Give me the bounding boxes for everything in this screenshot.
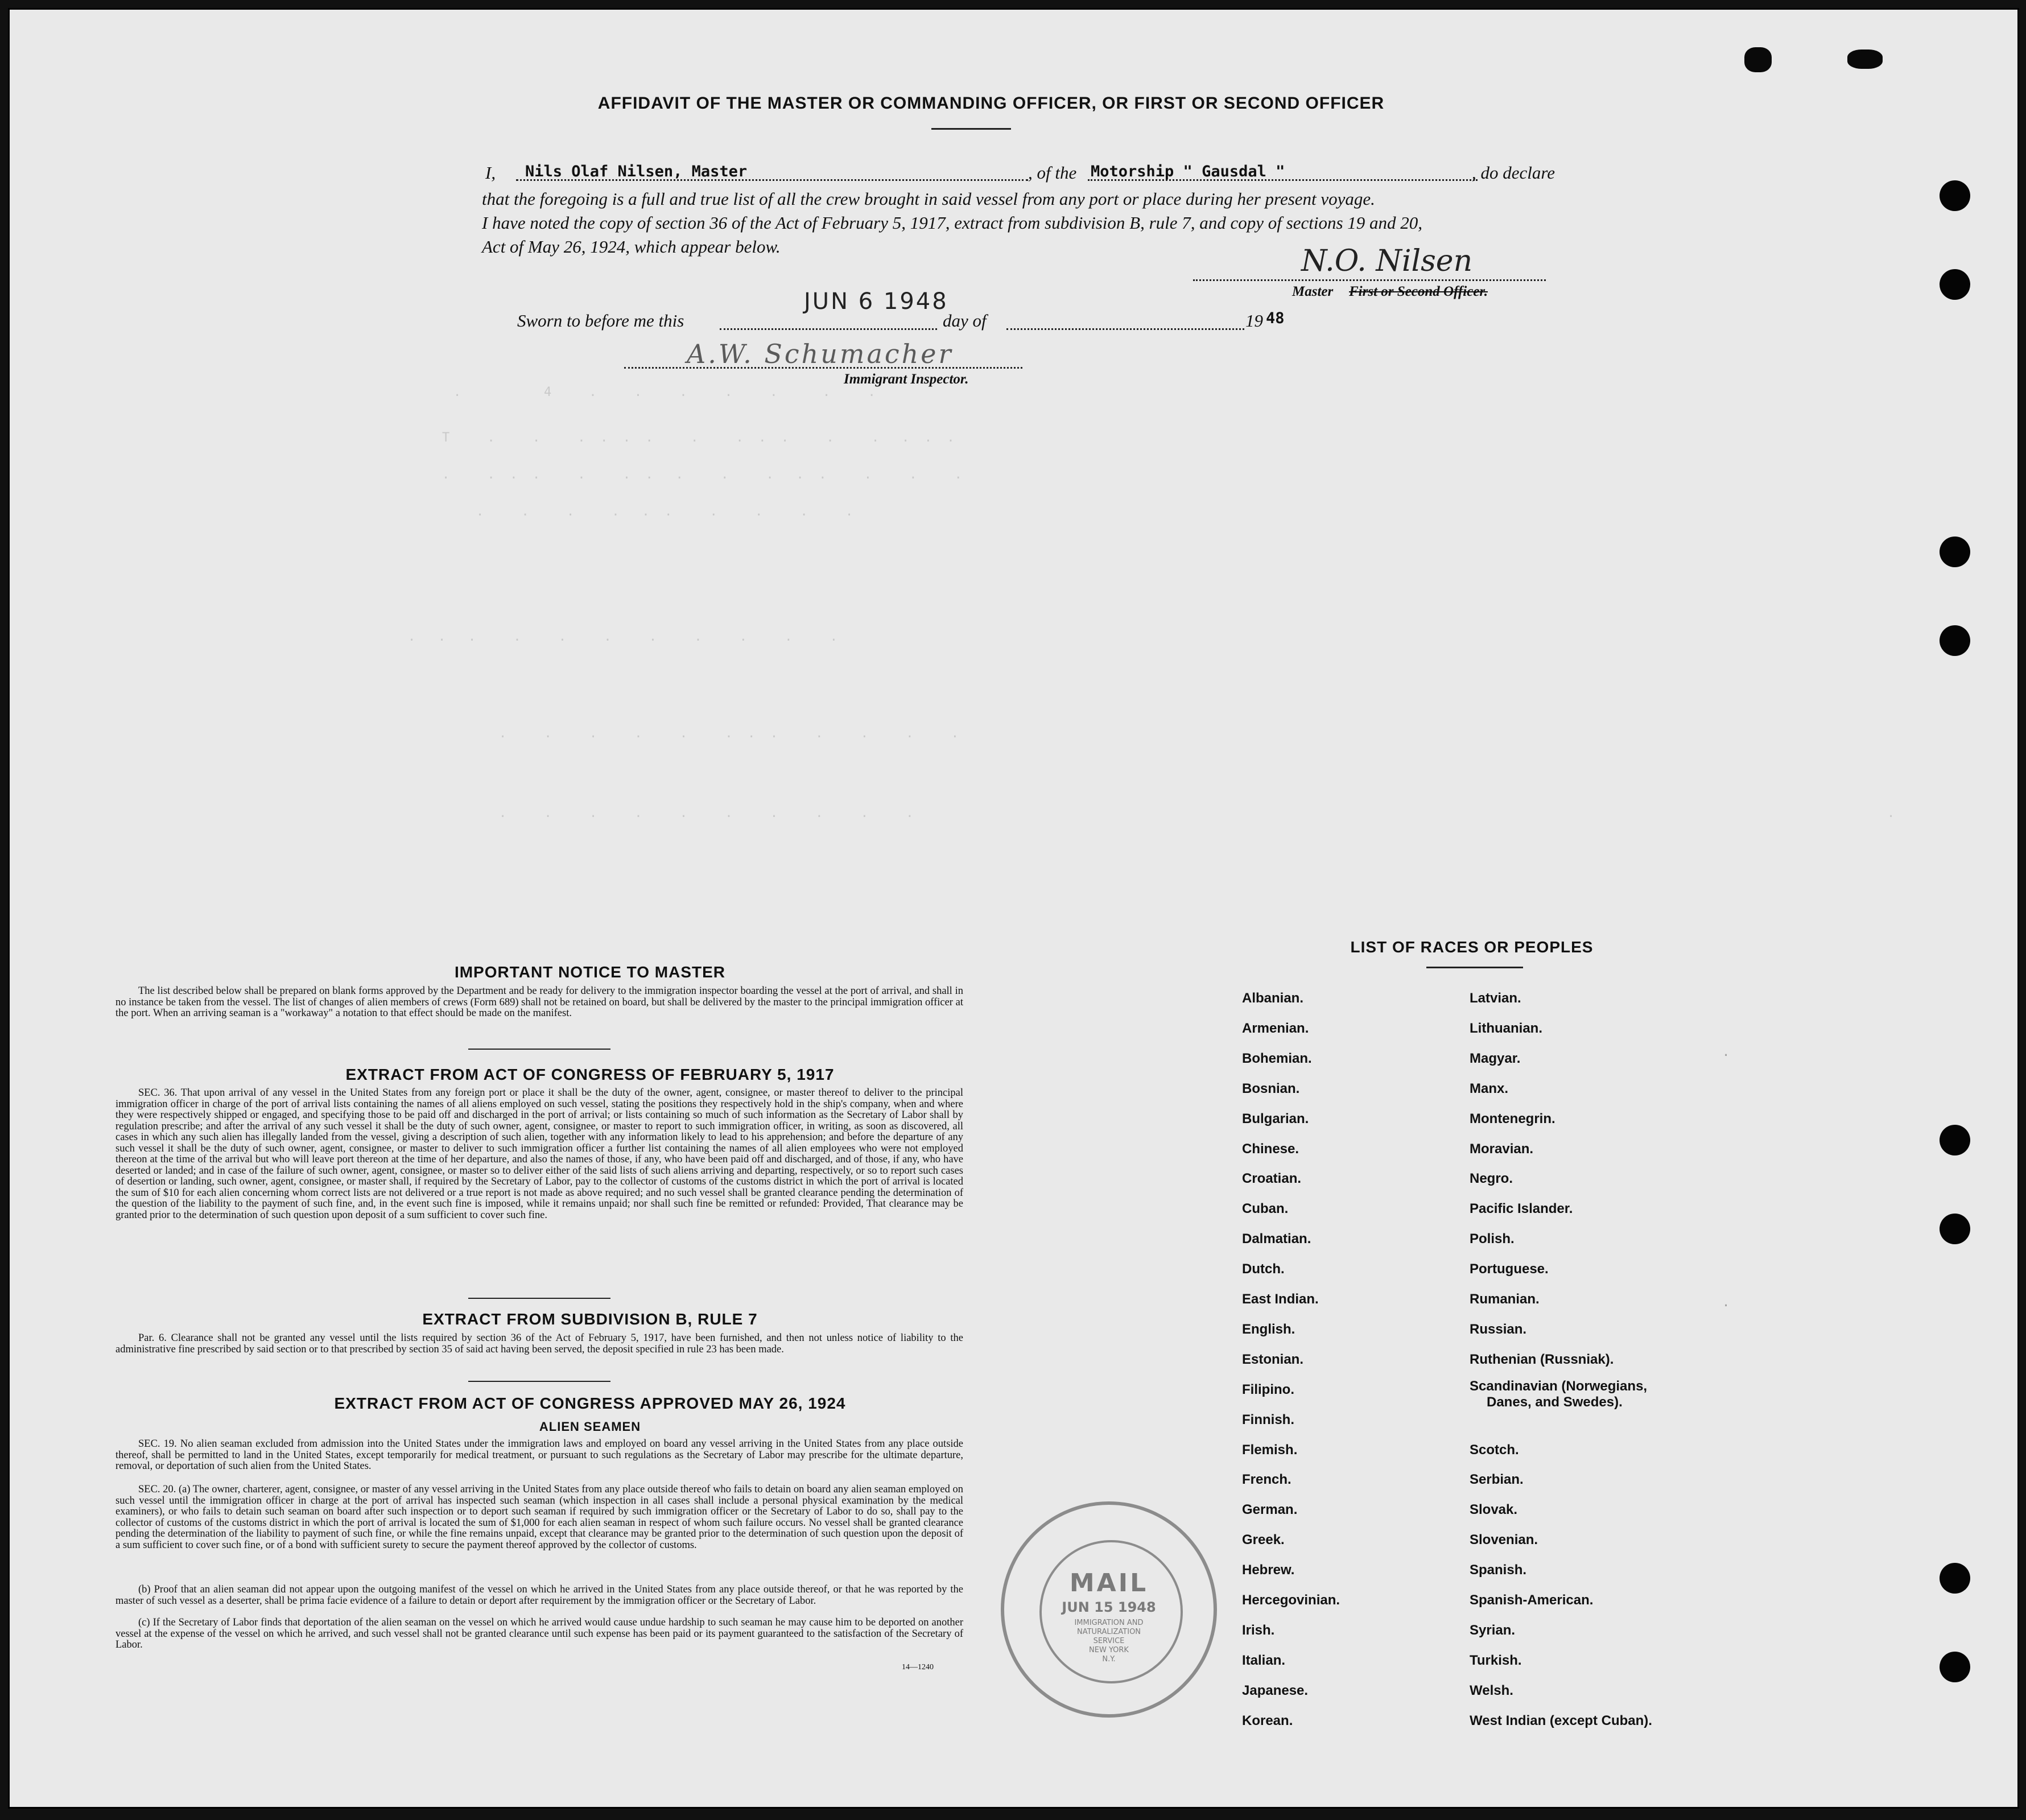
form-number: 14—1240	[902, 1663, 934, 1672]
stamp-line-1: IMMIGRATION AND	[1074, 1619, 1144, 1627]
race-item: Greek.	[1242, 1532, 1285, 1547]
vessel-name-line	[1088, 179, 1478, 181]
master-name-line	[516, 179, 1028, 181]
race-item: Dutch.	[1242, 1261, 1285, 1277]
bleed-through: . . . . . . . . . . . . . . .	[442, 468, 962, 482]
vessel-name: Motorship " Gausdal "	[1091, 163, 1285, 180]
bleed-through: . . . . . . . . . .	[499, 806, 914, 820]
bleed-through: .	[1722, 1045, 1730, 1059]
race-item: English.	[1242, 1322, 1295, 1337]
affidavit-line-2: that the foregoing is a full and true list of all the crew brought in said vessel from any port or place during her present voyage.	[482, 189, 1375, 209]
race-item: Hercegovinian.	[1242, 1592, 1340, 1608]
master-name: Nils Olaf Nilsen, Master	[525, 163, 748, 180]
stamp-word: MAIL	[1069, 1569, 1149, 1598]
month-line	[1006, 328, 1244, 330]
bleed-through: . 4 . . . . . . .	[453, 385, 876, 399]
extract-1917-title: EXTRACT FROM ACT OF CONGRESS OF FEBRUARY 5, 1917	[345, 1066, 835, 1083]
race-item: Chinese.	[1242, 1141, 1299, 1157]
race-item: Japanese.	[1242, 1683, 1309, 1698]
punch-hole	[1940, 625, 1970, 656]
mail-received-stamp	[1001, 1501, 1217, 1718]
race-item: Spanish-American.	[1470, 1592, 1594, 1608]
race-item: Welsh.	[1470, 1683, 1513, 1698]
race-item: Hebrew.	[1242, 1562, 1295, 1578]
notice-title: IMPORTANT NOTICE TO MASTER	[454, 963, 726, 981]
affidavit-line-4: Act of May 26, 1924, which appear below.	[482, 237, 781, 257]
race-item: Negro.	[1470, 1171, 1513, 1186]
year-suffix: 48	[1266, 309, 1285, 327]
race-item: East Indian.	[1242, 1291, 1319, 1307]
race-item: Irish.	[1242, 1623, 1275, 1638]
race-item: Slovenian.	[1470, 1532, 1538, 1547]
bleed-through: .	[1887, 806, 1895, 820]
extract-1924-title: EXTRACT FROM ACT OF CONGRESS APPROVED MAY 26, 1924	[334, 1394, 846, 1412]
stamp-date: JUN 15 1948	[1062, 1599, 1156, 1615]
race-item: Italian.	[1242, 1653, 1286, 1668]
affidavit-line-3: I have noted the copy of section 36 of the Act of February 5, 1917, extract from subdivision B, rule 7, and copy of sections 19 and 20,	[482, 213, 1423, 233]
punch-hole	[1940, 536, 1970, 567]
day-of-label: day of	[943, 311, 987, 331]
punch-hole	[1940, 1563, 1970, 1594]
race-item: Pacific Islander.	[1470, 1201, 1573, 1216]
race-item: Danes, and Swedes).	[1487, 1394, 1623, 1410]
race-item: French.	[1242, 1472, 1291, 1487]
punch-hole	[1940, 1214, 1970, 1244]
affidavit-i: I,	[485, 163, 496, 183]
race-item: Montenegrin.	[1470, 1111, 1555, 1126]
role-struck: First or Second Officer.	[1349, 284, 1488, 299]
race-item: Scotch.	[1470, 1442, 1519, 1458]
stamp-line-2: NATURALIZATION	[1076, 1628, 1141, 1636]
race-item: Filipino.	[1242, 1382, 1294, 1397]
race-item: Polish.	[1470, 1231, 1515, 1247]
race-item: Rumanian.	[1470, 1291, 1540, 1307]
race-item: Korean.	[1242, 1713, 1293, 1728]
race-item: Russian.	[1470, 1322, 1527, 1337]
form-title: AFFIDAVIT OF THE MASTER OR COMMANDING OFFICER, OR FIRST OR SECOND OFFICER	[597, 94, 1385, 113]
race-item: Bulgarian.	[1242, 1111, 1309, 1126]
title-divider	[931, 128, 1011, 130]
race-item: Lithuanian.	[1470, 1021, 1542, 1036]
race-item: German.	[1242, 1502, 1298, 1517]
bleed-through: . . . . . . . . . . . .	[499, 727, 959, 741]
extract-1917-divider	[468, 1298, 610, 1299]
affidavit-of-the: , of the	[1028, 163, 1077, 183]
subdivision-b-text: Par. 6. Clearance shall not be granted any vessel until the lists required by section 36 of the Act of February 5, 1917, have been furnished, and then not unless notice of liability to the administrative fine prescribed by said section or to that prescribed by section 35 of said act having been served, the deposit specified in rule 23 has been made.	[115, 1332, 963, 1355]
year-prefix: 19	[1245, 311, 1263, 331]
alien-seamen-subtitle: ALIEN SEAMEN	[539, 1419, 641, 1434]
race-item: Syrian.	[1470, 1623, 1516, 1638]
punch-hole	[1940, 1652, 1970, 1682]
sec20c-text: (c) If the Secretary of Labor finds that deportation of the alien seaman on the vessel on which he arrived would cause undue hardship to such seaman he may cause him to be deported on another vessel at the expense of the vessel on which he arrived, and such vessel shall not be granted clearance until such expense has been paid or its payment guaranteed to the satisfaction of the Secretary of Labor.	[115, 1617, 963, 1650]
subdivision-b-title: EXTRACT FROM SUBDIVISION B, RULE 7	[422, 1310, 758, 1328]
bleed-through: . . . . . . . . . .	[476, 505, 853, 519]
document-sheet	[8, 8, 2019, 1809]
races-title: LIST OF RACES OR PEOPLES	[1350, 938, 1594, 956]
notice-divider	[468, 1049, 610, 1050]
punch-hole	[1940, 180, 1970, 211]
punch-mark	[1744, 47, 1772, 72]
stamp-line-5: N.Y.	[1102, 1655, 1116, 1664]
race-item: Latvian.	[1470, 991, 1521, 1006]
sworn-day-line	[720, 328, 937, 330]
race-item: Ruthenian (Russniak).	[1470, 1352, 1614, 1367]
race-item: Albanian.	[1242, 991, 1304, 1006]
stamp-line-3: SERVICE	[1093, 1637, 1125, 1645]
race-item: Spanish.	[1470, 1562, 1527, 1578]
sec19-text: SEC. 19. No alien seaman excluded from admission into the United States under the immigration laws and employed on board any vessel arriving in the United States from any place outside thereof, shall be permitted to land in the United States, except temporarily for medical treatment, or pursuant to such regulations as the Secretary of Labor may prescribe for the ultimate departure, removal, or deportation of such alien from the United States.	[115, 1438, 963, 1472]
master-signature: N.O. Nilsen	[1301, 244, 1473, 278]
race-item: Armenian.	[1242, 1021, 1309, 1036]
race-item: Manx.	[1470, 1081, 1509, 1096]
race-item: Bosnian.	[1242, 1081, 1300, 1096]
punch-mark	[1847, 49, 1883, 69]
race-item: Portuguese.	[1470, 1261, 1549, 1277]
sworn-date-stamp: JUN 6 1948	[804, 288, 948, 315]
sec20a-text: SEC. 20. (a) The owner, charterer, agent, consignee, or master of any vessel arriving in the United States from any place outside thereof who fails to detain on board any alien seaman employed on such vessel until the immigration officer in charge at the port of arrival has inspected such seaman (which inspection in all cases shall include a personal physical examination by the medical examiners), or who fails to detain such seaman on board after such inspection or to deport such seaman if required by such immigration officer or the Secretary of Labor to do so, shall pay to the collector of customs of the customs district in which the port of arrival is located the sum of $1,000 for each alien seaman in respect of whom such failure occurs. No vessel shall be granted clearance pending the determination of the liability to payment of such fine, or while the fine remains unpaid, except that clearance may be granted prior to the determination of such question upon the deposit of a sum sufficient to cover such fine, or of a bond with sufficient surety to secure the payment thereof approved by the collector of customs.	[115, 1484, 963, 1551]
race-item: Finnish.	[1242, 1412, 1294, 1427]
race-item: Cuban.	[1242, 1201, 1289, 1216]
inspector-signature: A.W. Schumacher	[687, 339, 954, 369]
affidavit-declare: , do declare	[1472, 163, 1555, 183]
signature-line	[1193, 279, 1546, 281]
race-item: Flemish.	[1242, 1442, 1298, 1458]
race-item: Serbian.	[1470, 1472, 1524, 1487]
race-item: Scandinavian (Norwegians,	[1470, 1379, 1648, 1394]
punch-hole	[1940, 1125, 1970, 1155]
race-item: Bohemian.	[1242, 1051, 1312, 1066]
bleed-through: .	[1722, 1295, 1730, 1310]
race-item: Turkish.	[1470, 1653, 1522, 1668]
race-item: Magyar.	[1470, 1051, 1521, 1066]
race-item: Slovak.	[1470, 1502, 1518, 1517]
extract-1917-text: SEC. 36. That upon arrival of any vessel in the United States from any foreign port or place it shall be the duty of the owner, agent, consignee, or master thereof to deliver to the principal immigration officer in charge of the port of arrival lists containing the names of all aliens employed on such vessel, stating the positions they respectively hold in the ship's company, when and where they were respectively shipped or engaged, and specifying those to be paid off and discharged in the port of arrival; or lists containing so much of such information as the Secretary of Labor shall by regulation prescribe; and after the arrival of any such vessel it shall be the duty of such owner, agent, consignee, or master to report to such immigration officer, in writing, as soon as discovered, all cases in which any such alien has illegally landed from the vessel, giving a description of such alien, together with any information likely to lead to his apprehension; and before the departure of any such vessel it shall be the duty of such owner, agent, consignee, or master to deliver to such immigration officer a further list containing the names of all alien employees who were not employed thereon at the time of the arrival but who will leave port thereon at the time of her departure, and also the names of those, if any, who have been paid off and discharged, and of those, if any, who have deserted or landed; and in case of the failure of such owner, agent, consignee, or master so to deliver either of the said lists of such aliens arriving and departing, respectively, or so to report such cases of desertion or landing, such owner, agent, consignee, or master shall, if required by the Secretary of Labor, pay to the collector of customs of the customs district in which the port of arrival is located the sum of $10 for each alien concerning whom correct lists are not delivered or a true report is not made as above required; and no such vessel shall be granted clearance pending the determination of the question of the liability to the payment of such fine, and, in the event such fine is imposed, while it remains unpaid; nor shall such fine be remitted or refunded: Provided, That clearance may be granted prior to the determination of such question upon deposit of a sum sufficient to cover such fine.	[115, 1087, 963, 1221]
race-item: Estonian.	[1242, 1352, 1304, 1367]
inspector-title: Immigrant Inspector.	[844, 372, 969, 387]
sec20b-text: (b) Proof that an alien seaman did not appear upon the outgoing manifest of the vessel on which he arrived in the United States from any place outside thereof, or that he was reported by the master of such vessel as a deserter, shall be prima facie evidence of a failure to detain or deport after requirement by the immigration officer or the Secretary of Labor.	[115, 1584, 963, 1607]
bleed-through: . . . . . . . . . . .	[408, 630, 837, 644]
stamp-line-4: NEW YORK	[1089, 1646, 1129, 1654]
race-item: Dalmatian.	[1242, 1231, 1311, 1247]
role-master: Master	[1292, 284, 1334, 299]
punch-hole	[1940, 269, 1970, 300]
sworn-label: Sworn to before me this	[517, 311, 684, 331]
notice-text: The list described below shall be prepared on blank forms approved by the Department and be ready for delivery to the immigration inspector boarding the vessel at the port of arrival, and shall in no instance be taken from the vessel. The list of changes of alien members of crews (Form 689) shall not be retained on board, but shall be delivered by the master to the principal immigration officer at the port. When an arriving seaman is a "workaway" a notation to that effect should be made on the manifest.	[115, 985, 963, 1019]
inspector-line	[624, 367, 1022, 369]
race-item: Moravian.	[1470, 1141, 1534, 1157]
bleed-through: T . . . . . . . . . . . . . . .	[442, 431, 955, 445]
race-item: West Indian (except Cuban).	[1470, 1713, 1652, 1728]
race-item: Croatian.	[1242, 1171, 1302, 1186]
races-divider	[1426, 967, 1523, 968]
subdivision-b-divider	[468, 1381, 610, 1382]
